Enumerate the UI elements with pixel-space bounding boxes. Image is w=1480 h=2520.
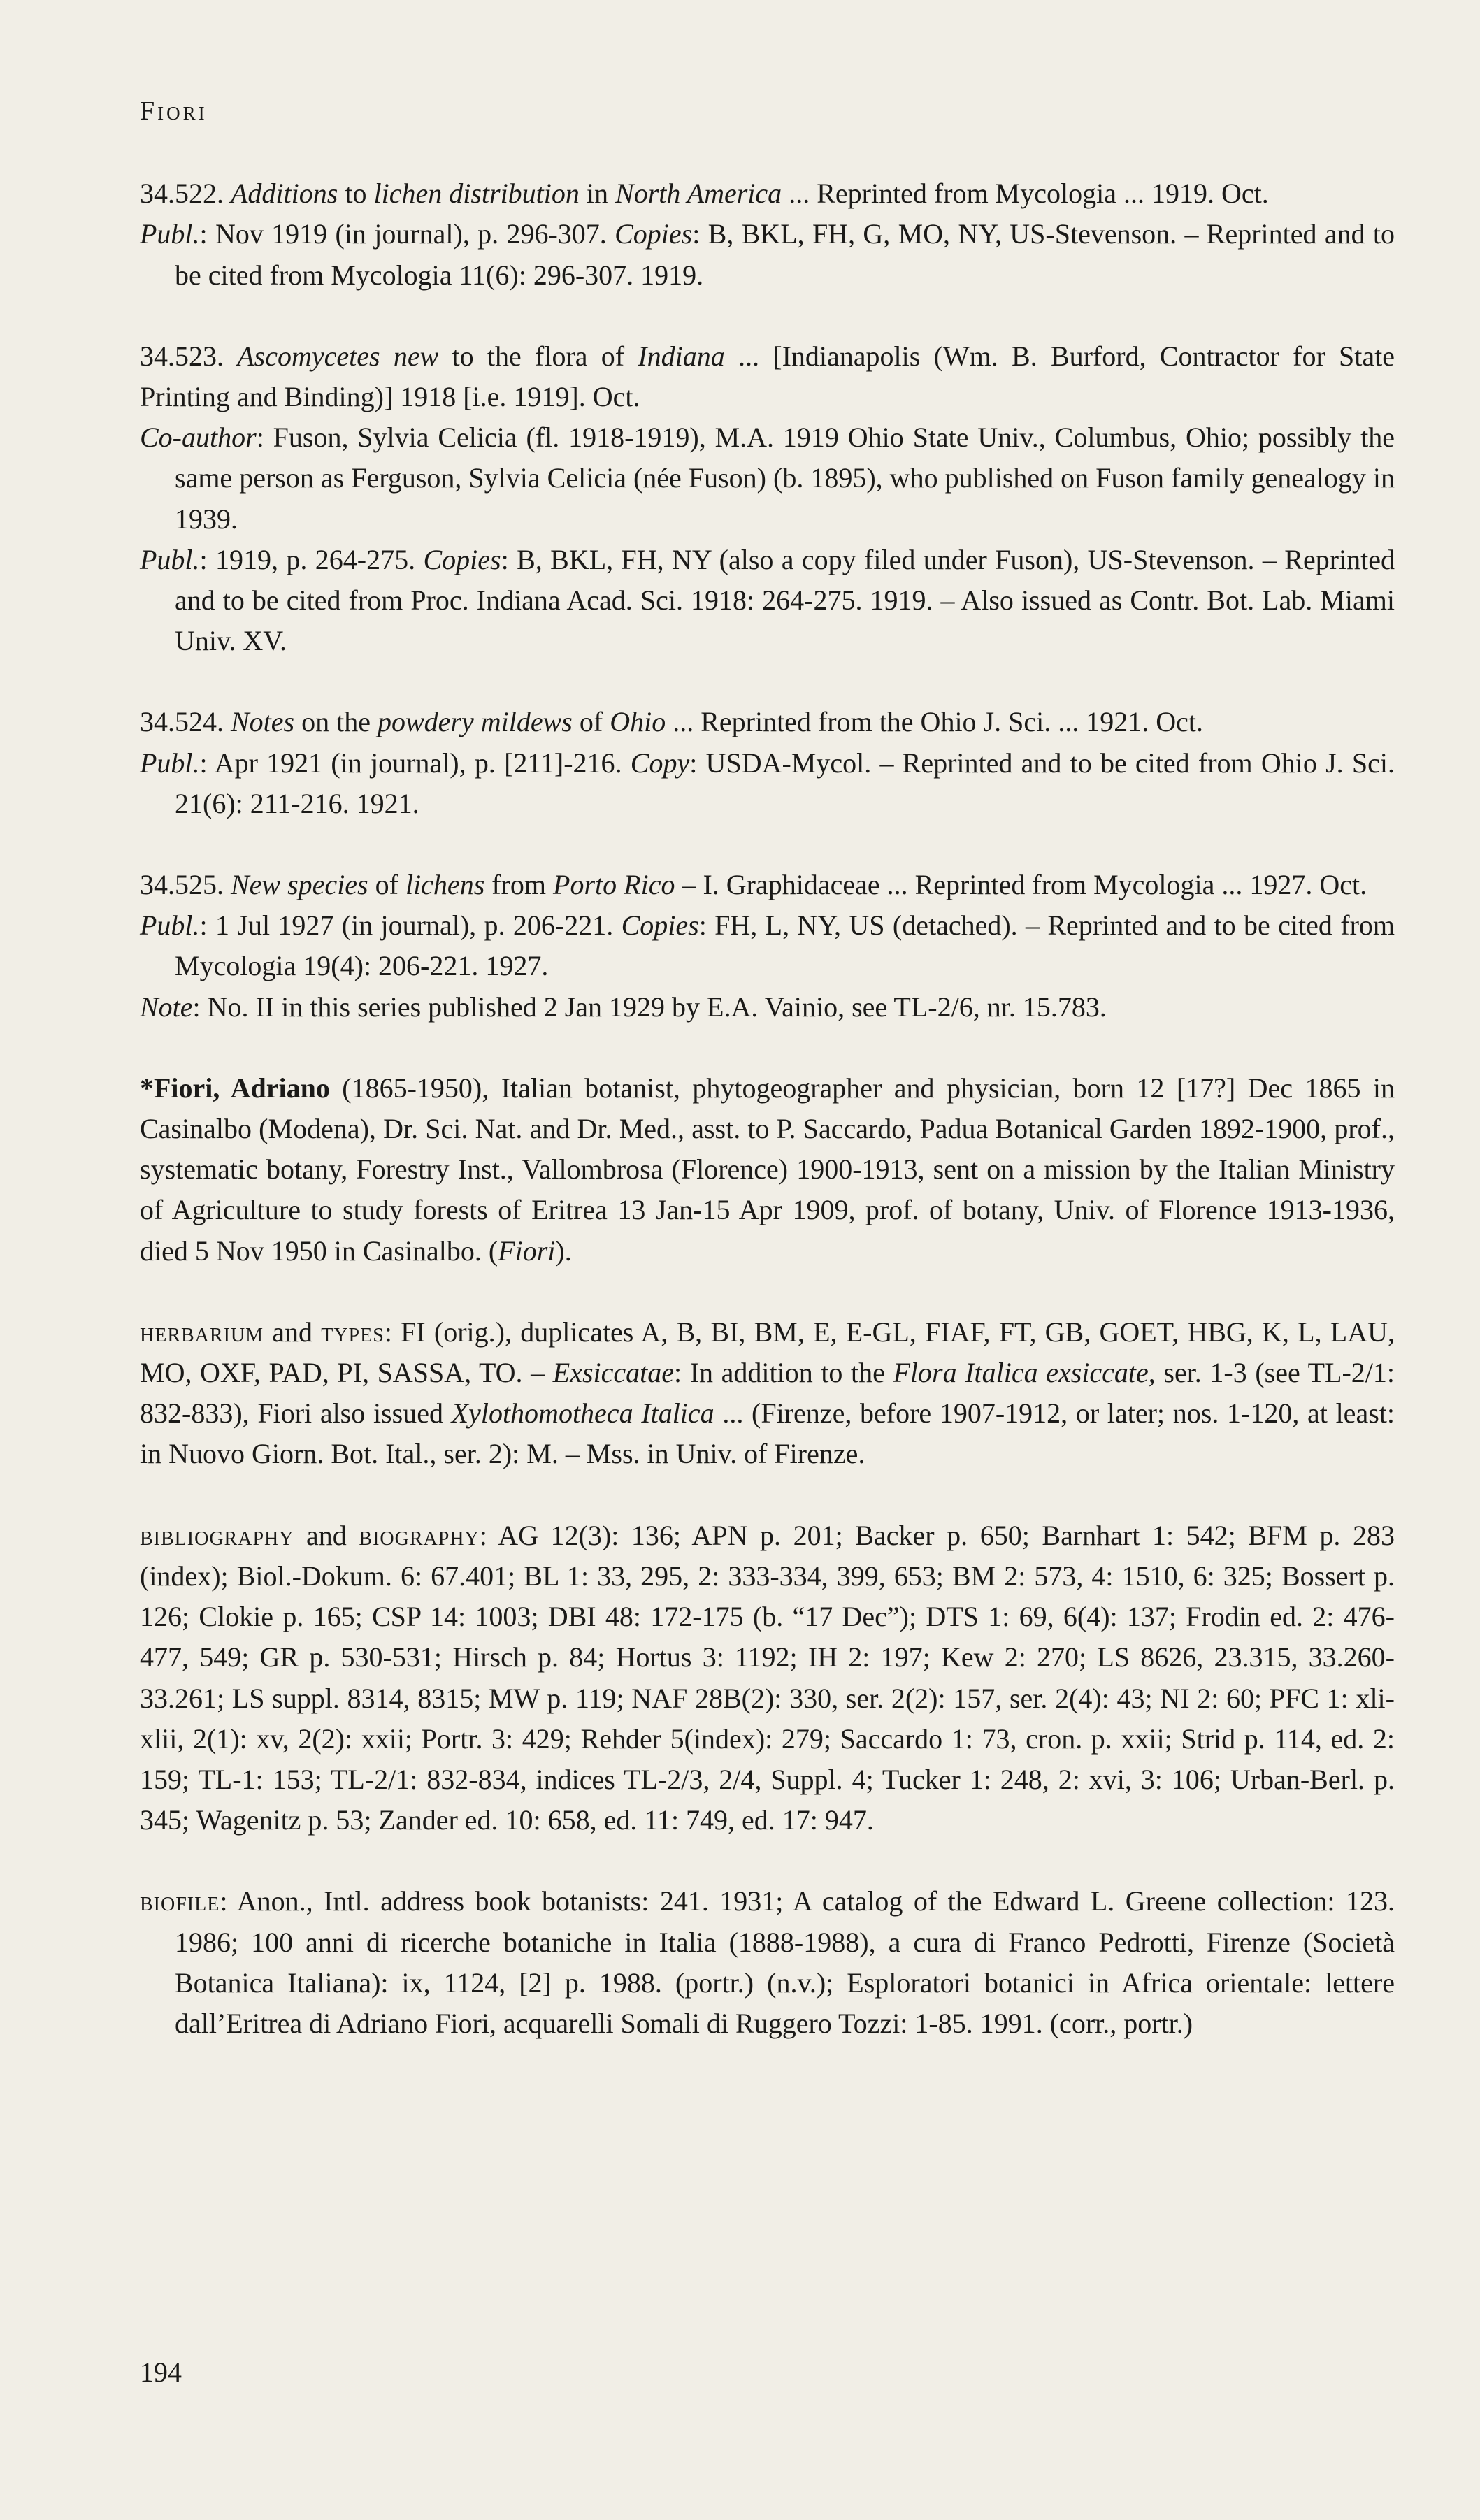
page-body bbox=[140, 91, 1395, 2085]
bibliography-paragraph: bibliography and biography: AG 12(3): 136; APN p. 201; Backer p. 650; Barnhart 1: 542; BFM p. 283 (index); Biol.-Dokum. 6: 67.401; BL 1: 33, 295, 2: 333-334, 399, 653; BM 2: 573, 4: 1510, 6: 325; Bossert p. 126; Clokie p. 165; CSP 14: 1003; DBI 48: 172-175 (b. “17 Dec”); DTS 1: 69, 6(4): 137; Frodin ed. 2: 476-477, 549; GR p. 530-531; Hirsch p. 84; Hortus 3: 1192; IH 2: 197; Kew 2: 270; LS 8626, 23.315, 33.260-33.261; LS suppl. 8314, 8315; MW p. 119; NAF 28B(2): 330, ser. 2(2): 157, ser. 2(4): 43; NI 2: 60; PFC 1: xli-xlii, 2(1): xv, 2(2): xxii; Portr. 3: 429; Rehder 5(index): 279; Saccardo 1: 73, cron. p. xxii; Strid p. 114, ed. 2: 159; TL-1: 153; TL-2/1: 832-834, indices TL-2/3, 2/4, Suppl. 4; Tucker 1: 248, 2: xvi, 3: 106; Urban-Berl. p. 345; Wagenitz p. 53; Zander ed. 10: 658, ed. 11: 749, ed. 17: 947. bbox=[140, 1519, 1395, 1836]
entry-number: 34.524. bbox=[140, 706, 224, 738]
entry-title bbox=[140, 865, 1395, 905]
entry-publ: Publ.: 1 Jul 1927 (in journal), p. 206-221. Copies: FH, L, NY, US (detached). – Reprinted and to be cited from Mycologia 19(4): 206-221. 1927. bbox=[140, 909, 1395, 982]
entry-note: Note: No. II in this series published 2 Jan 1929 by E.A. Vainio, see TL-2/6, nr. 15.783. bbox=[140, 991, 1107, 1023]
entry-34-524 bbox=[140, 702, 1395, 824]
entry-number: 34.525. bbox=[140, 869, 224, 901]
entry-title-text: Additions to lichen distribution in North America ... Reprinted from Mycologia ... 1919. Oct. bbox=[231, 178, 1269, 210]
entry-title bbox=[140, 336, 1395, 417]
entry-coauthor: Co-author: Fuson, Sylvia Celicia (fl. 1918-1919), M.A. 1919 Ohio State Univ., Columbus, Ohio; possibly the same person as Ferguson, Sylvia Celicia (née Fuson) (b. 1895), who published on Fuson family genealogy in 1939. bbox=[140, 422, 1395, 535]
herbarium-paragraph: herbarium and types: FI (orig.), duplicates A, B, BI, BM, E, E-GL, FIAF, FT, GB, GOET, HBG, K, L, LAU, MO, OXF, PAD, PI, SASSA, TO. – Exsiccatae: In addition to the Flora Italica exsiccate, ser. 1-3 (see TL-2/1: 832-833), Fiori also issued Xylothomotheca Italica ... (Firenze, before 1907-1912, or later; nos. 1-120, at least: in Nuovo Giorn. Bot. Ital., ser. 2): M. – Mss. in Univ. of Firenze. bbox=[140, 1316, 1395, 1470]
entry-title-text: Notes on the powdery mildews of Ohio ... Reprinted from the Ohio J. Sci. ... 1921. Oct. bbox=[231, 706, 1203, 738]
entry-34-523 bbox=[140, 336, 1395, 662]
entry-number: 34.523. bbox=[140, 340, 224, 372]
entry-title-text: Ascomycetes new to the flora of Indiana ... [Indianapolis (Wm. B. Burford, Contractor for State Printing and Binding)] 1918 [i.e. 1919]. Oct. bbox=[140, 340, 1395, 413]
entry-publ: Publ.: 1919, p. 264-275. Copies: B, BKL, FH, NY (also a copy filed under Fuson), US-Stevenson. – Reprinted and to be cited from Proc. Indiana Acad. Sci. 1918: 264-275. 1919. – Also issued as Contr. Bot. Lab. Miami Univ. XV. bbox=[140, 543, 1395, 657]
biography-paragraph: *Fiori, Adriano (1865-1950), Italian botanist, phytogeographer and physician, born 12 [17?] Dec 1865 in Casinalbo (Modena), Dr. Sci. Nat. and Dr. Med., asst. to P. Saccardo, Padua Botanical Garden 1892-1900, prof., systematic botany, Forestry Inst., Vallombrosa (Florence) 1900-1913, sent on a mission by the Italian Ministry of Agriculture to study forests of Eritrea 13 Jan-15 Apr 1909, prof. of botany, Univ. of Florence 1913-1936, died 5 Nov 1950 in Casinalbo. (Fiori). bbox=[140, 1072, 1395, 1267]
entry-34-522 bbox=[140, 173, 1395, 296]
running-head: Fiori bbox=[140, 96, 208, 126]
entry-title-text: New species of lichens from Porto Rico – I. Graphidaceae ... Reprinted from Mycologia ... 1927. Oct. bbox=[231, 869, 1367, 901]
entry-publ: Publ.: Nov 1919 (in journal), p. 296-307. Copies: B, BKL, FH, G, MO, NY, US-Stevenson. – Reprinted and to be cited from Mycologia 11(6): 296-307. 1919. bbox=[140, 218, 1395, 291]
biofile-paragraph: biofile: Anon., Intl. address book botanists: 241. 1931; A catalog of the Edward L. Greene collection: 123. 1986; 100 anni di ricerche botaniche in Italia (1888-1988), a cura di Franco Pedrotti, Firenze (Società Botanica Italiana): ix, 1124, [2] p. 1988. (portr.) (n.v.); Esploratori botanici in Africa orientale: lettere dall’Eritrea di Adriano Fiori, acquarelli Somali di Ruggero Tozzi: 1-85. 1991. (corr., portr.) bbox=[140, 1885, 1395, 2039]
entry-number: 34.522. bbox=[140, 178, 224, 210]
entry-title bbox=[140, 173, 1395, 214]
page-number: 194 bbox=[140, 2356, 182, 2388]
entry-title bbox=[140, 702, 1395, 742]
entry-34-525 bbox=[140, 865, 1395, 1028]
entry-publ: Publ.: Apr 1921 (in journal), p. [211]-216. Copy: USDA-Mycol. – Reprinted and to be cited from Ohio J. Sci. 21(6): 211-216. 1921. bbox=[140, 747, 1395, 819]
